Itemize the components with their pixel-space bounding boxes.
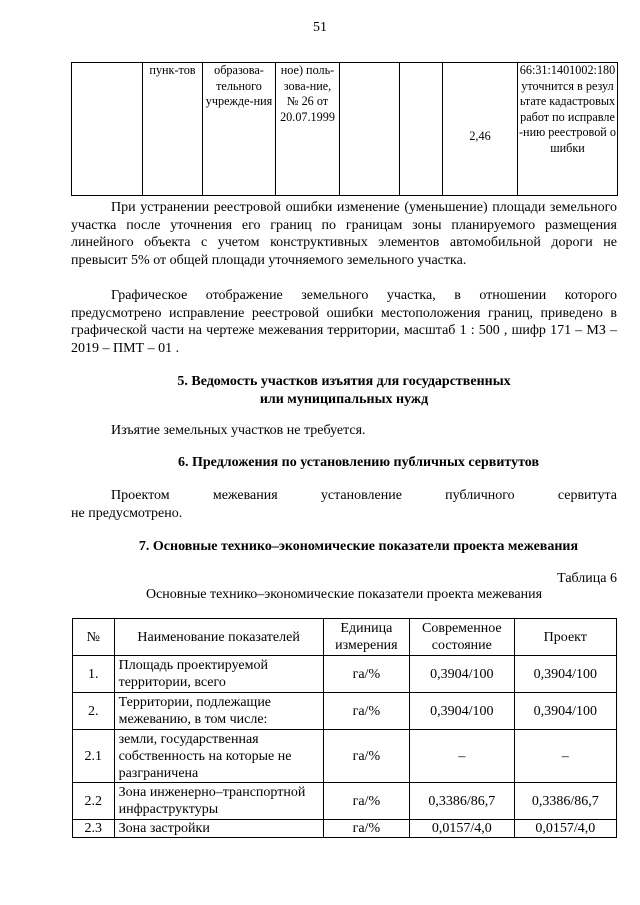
row-current: 0,3386/86,7 (410, 783, 515, 820)
header-number: № (73, 619, 115, 656)
row-unit: га/% (323, 783, 409, 820)
table-cell (340, 63, 400, 196)
section-7-heading: 7. Основные технико–экономические показатели проекта межевания (138, 539, 579, 554)
row-name: земли, государственная собственность на которые не разграничена (114, 730, 323, 783)
word: установление (320, 488, 402, 503)
row-project: 0,3386/86,7 (514, 783, 616, 820)
area-cell: 2,46 (443, 63, 518, 196)
row-name: Территории, подлежащие межеванию, в том числе: (114, 693, 323, 730)
row-name: Зона инженерно–транспортной инфраструктуры (114, 783, 323, 820)
table-cell (72, 63, 143, 196)
row-current: 0,3904/100 (410, 693, 515, 730)
section-6-text (71, 487, 617, 522)
table-row (73, 783, 617, 820)
row-project: – (514, 730, 616, 783)
table-caption: Основные технико–экономические показатели проекта межевания (145, 587, 543, 602)
table-label: Таблица 6 (557, 571, 617, 586)
row-current: 0,0157/4,0 (410, 820, 515, 838)
row-current: 0,3904/100 (410, 656, 515, 693)
word: Проектом (111, 488, 170, 503)
cadastral-note-cell: 66:31:1401002:180 уточнится в результате кадастровых работ по исправле-нию реестровой ошибки (518, 63, 618, 196)
row-project: 0,3904/100 (514, 693, 616, 730)
indicators-table (72, 618, 617, 838)
row-current: – (410, 730, 515, 783)
page-number: 51 (313, 20, 327, 35)
row-number: 2. (73, 693, 115, 730)
paragraph-graphic-display: Графическое отображение земельного участка, в отношении которого предусмотрено исправление реестровой ошибки местоположения границ, приведено в графической части на чертеже межевания территории, масштаб 1 : 500 , шифр 171 – МЗ – 2019 – ПМТ – 01 . (71, 288, 617, 356)
section-5-text: Изъятие земельных участков не требуется. (111, 423, 366, 438)
table-cell (400, 63, 443, 196)
table-row (73, 820, 617, 838)
row-number: 2.1 (73, 730, 115, 783)
word: публичного (445, 488, 515, 503)
table-header-row (73, 619, 617, 656)
table-row (73, 693, 617, 730)
row-number: 2.2 (73, 783, 115, 820)
word: межевания (212, 488, 278, 503)
section-5-heading (71, 373, 617, 408)
row-unit: га/% (323, 656, 409, 693)
continuation-table (71, 62, 618, 196)
section-5-heading-line1: 5. Ведомость участков изъятия для государственных (177, 374, 511, 389)
row-project: 0,0157/4,0 (514, 820, 616, 838)
row-name: Зона застройки (114, 820, 323, 838)
section-6-heading: 6. Предложения по установлению публичных сервитутов (177, 455, 540, 470)
row-name: Площадь проектируемой территории, всего (114, 656, 323, 693)
section-5-heading-line2: или муниципальных нужд (259, 391, 429, 407)
table-row (73, 656, 617, 693)
header-project: Проект (514, 619, 616, 656)
header-name: Наименование показателей (114, 619, 323, 656)
row-unit: га/% (323, 730, 409, 783)
table-cell: пунк-тов (143, 63, 203, 196)
table-cell: образова-тельного учрежде-ния (203, 63, 276, 196)
table-cell: ное) поль-зова-ние, № 26 от 20.07.1999 (276, 63, 340, 196)
table-row (72, 63, 618, 196)
row-number: 2.3 (73, 820, 115, 838)
row-unit: га/% (323, 820, 409, 838)
table-row (73, 730, 617, 783)
row-number: 1. (73, 656, 115, 693)
paragraph-reestr-error: При устранении реестровой ошибки изменение (уменьшение) площади земельного участка после уточнения его границ по границам зоны планируемого размещения линейного объекта с учетом конструктивных элементов автомобильной дороги не превысит 5% от общей площади уточняемого земельного участка. (71, 200, 617, 268)
header-unit: Единица измерения (323, 619, 409, 656)
word: сервитута (557, 488, 617, 503)
section-6-line2: не предусмотрено. (71, 505, 183, 521)
header-current: Современное состояние (410, 619, 515, 656)
section-6-line1 (71, 487, 617, 505)
row-unit: га/% (323, 693, 409, 730)
row-project: 0,3904/100 (514, 656, 616, 693)
